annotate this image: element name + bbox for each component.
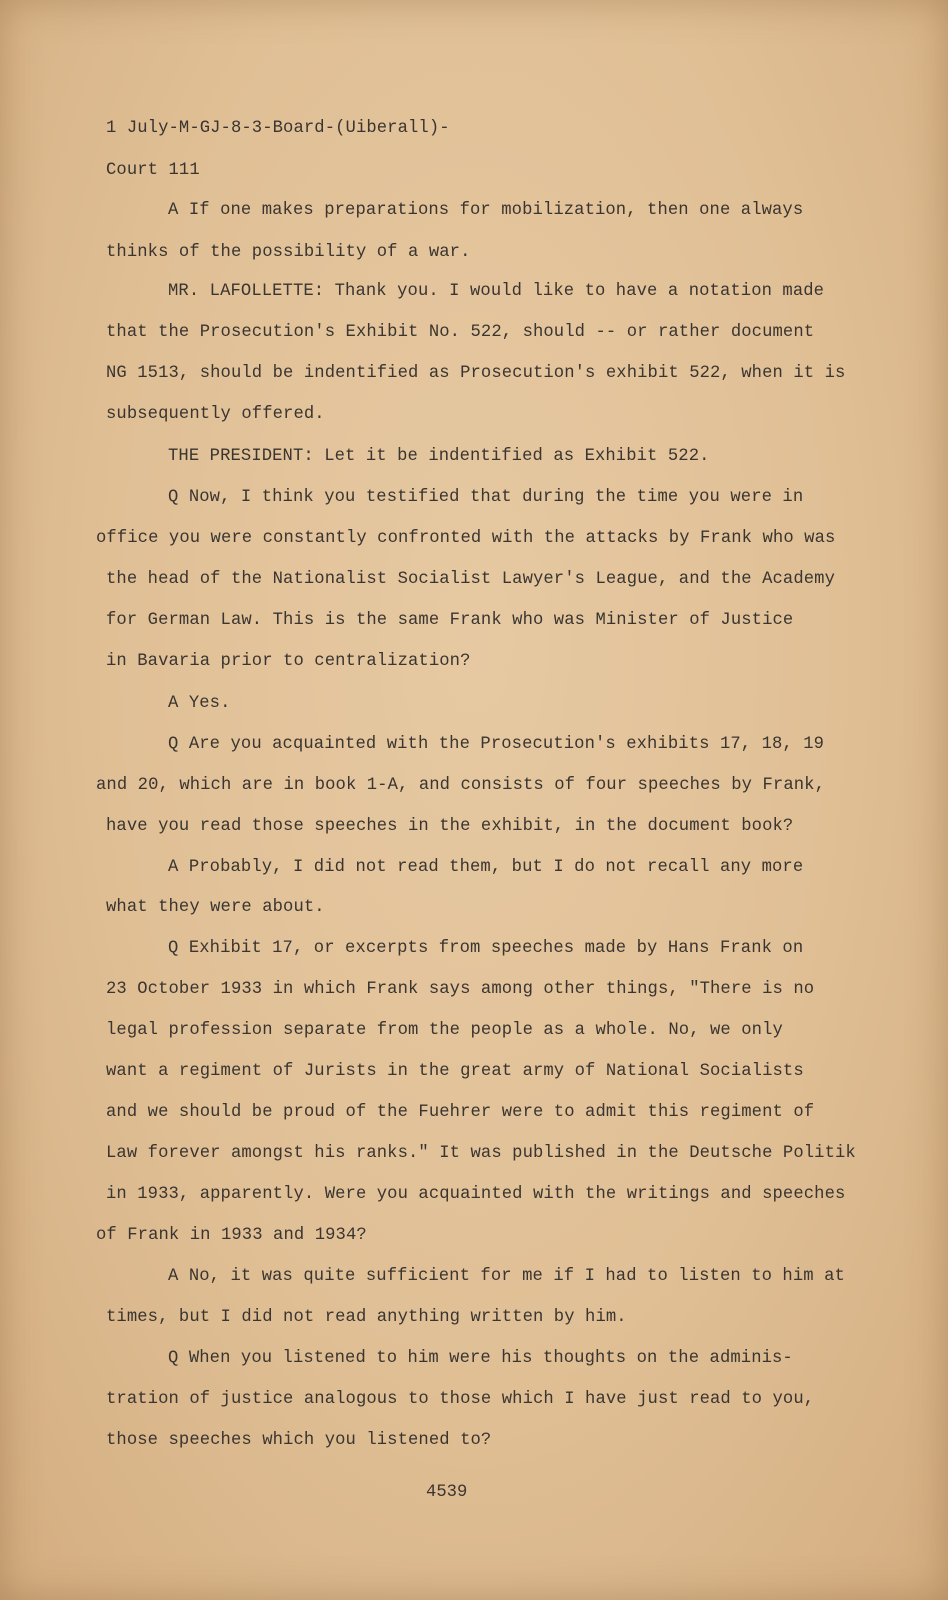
court-label: Court 111 bbox=[106, 161, 200, 180]
text-line: Q Now, I think you testified that during the time you were in bbox=[168, 488, 804, 507]
text-line: times, but I did not read anything written by him. bbox=[106, 1308, 627, 1327]
text-line: have you read those speeches in the exhibit, in the document book? bbox=[106, 817, 794, 836]
text-line: Q Exhibit 17, or excerpts from speeches made by Hans Frank on bbox=[168, 939, 804, 958]
text-line: in 1933, apparently. Were you acquainted with the writings and speeches bbox=[106, 1185, 846, 1204]
document-header: 1 July-M-GJ-8-3-Board-(Uiberall)- bbox=[106, 119, 450, 138]
text-line: 23 October 1933 in which Frank says among other things, "There is no bbox=[106, 980, 815, 999]
text-line: A Probably, I did not read them, but I do not recall any more bbox=[168, 858, 804, 877]
text-line: and we should be proud of the Fuehrer were to admit this regiment of bbox=[106, 1103, 815, 1122]
text-line: what they were about. bbox=[106, 898, 325, 917]
text-line: Law forever amongst his ranks." It was published in the Deutsche Politik bbox=[106, 1144, 856, 1163]
text-line: A If one makes preparations for mobilization, then one always bbox=[168, 201, 804, 220]
text-line: want a regiment of Jurists in the great army of National Socialists bbox=[106, 1062, 804, 1081]
text-line: legal profession separate from the people as a whole. No, we only bbox=[106, 1021, 783, 1040]
text-line: for German Law. This is the same Frank who was Minister of Justice bbox=[106, 611, 794, 630]
text-line: Q Are you acquainted with the Prosecution's exhibits 17, 18, 19 bbox=[168, 735, 825, 754]
text-line: subsequently offered. bbox=[106, 405, 325, 424]
text-line: the head of the Nationalist Socialist Lawyer's League, and the Academy bbox=[106, 570, 835, 589]
text-line: office you were constantly confronted with the attacks by Frank who was bbox=[96, 529, 836, 548]
text-line: those speeches which you listened to? bbox=[106, 1431, 492, 1450]
text-line: Q When you listened to him were his thoughts on the adminis- bbox=[168, 1349, 793, 1368]
page-number: 4539 bbox=[426, 1483, 468, 1502]
text-line: MR. LAFOLLETTE: Thank you. I would like to have a notation made bbox=[168, 282, 825, 301]
text-line: in Bavaria prior to centralization? bbox=[106, 652, 471, 671]
text-line: tration of justice analogous to those which I have just read to you, bbox=[106, 1390, 815, 1409]
text-line: NG 1513, should be indentified as Prosecution's exhibit 522, when it is bbox=[106, 364, 846, 383]
text-line: that the Prosecution's Exhibit No. 522, should -- or rather document bbox=[106, 323, 815, 342]
text-line: and 20, which are in book 1-A, and consists of four speeches by Frank, bbox=[96, 776, 825, 795]
text-line: A No, it was quite sufficient for me if I had to listen to him at bbox=[168, 1267, 845, 1286]
text-line: THE PRESIDENT: Let it be indentified as Exhibit 522. bbox=[168, 447, 710, 466]
text-line: A Yes. bbox=[168, 694, 231, 713]
text-line: of Frank in 1933 and 1934? bbox=[96, 1226, 367, 1245]
text-line: thinks of the possibility of a war. bbox=[106, 243, 471, 262]
